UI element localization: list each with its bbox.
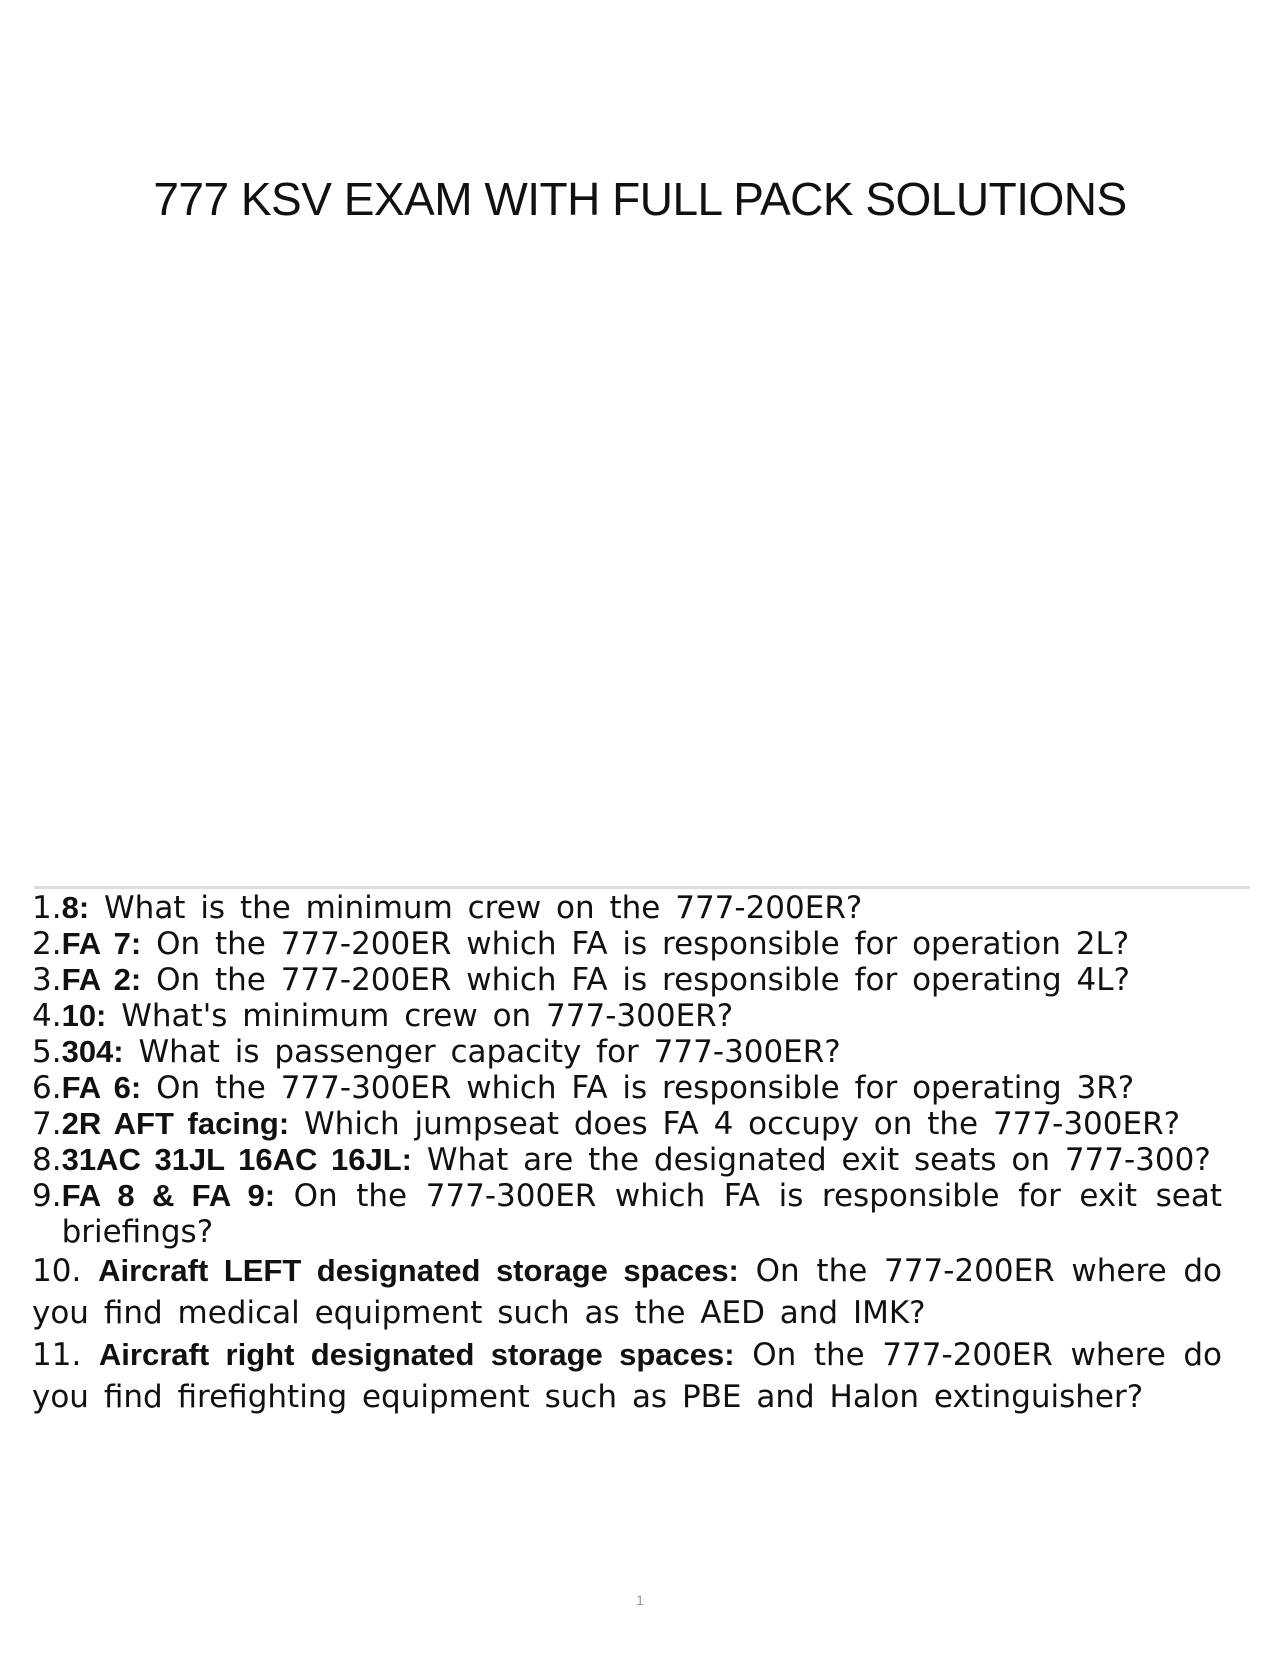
page-number: 1	[636, 1592, 644, 1608]
item-number: 11.	[32, 1337, 82, 1373]
question-list	[32, 890, 1250, 1418]
item-body	[32, 1334, 1222, 1418]
item-question: What is passenger capacity for 777-300ER?	[138, 1034, 841, 1070]
list-item	[32, 1178, 1222, 1250]
item-body	[62, 890, 932, 926]
item-body	[62, 1070, 1250, 1106]
item-number: 2.	[32, 926, 62, 962]
item-answer: Aircraft LEFT designated storage spaces:	[98, 1253, 739, 1288]
list-item	[32, 962, 1250, 998]
item-answer: FA 2:	[61, 962, 142, 997]
item-number: 1.	[32, 890, 62, 926]
item-body	[62, 926, 1250, 962]
item-body	[62, 1034, 892, 1070]
item-body	[62, 1106, 1182, 1142]
item-answer: Aircraft right designated storage spaces:	[98, 1337, 735, 1372]
list-item	[32, 1250, 1222, 1334]
item-number: 7.	[32, 1106, 62, 1142]
item-question: On the 777-200ER which FA is responsible for operation 2L?	[156, 926, 1130, 962]
list-item	[32, 890, 932, 926]
list-item	[32, 1106, 1182, 1142]
item-question: On the 777-200ER where do you find firefighting equipment such as PBE and Halon extinguisher?	[32, 1337, 1223, 1415]
item-question: On the 777-200ER which FA is responsible for operating 4L?	[156, 962, 1130, 998]
section-divider	[34, 886, 1250, 889]
item-body	[32, 1250, 1222, 1334]
list-item	[32, 926, 1250, 962]
item-number: 8.	[32, 1142, 62, 1178]
item-question: On the 777-300ER which FA is responsible for operating 3R?	[156, 1070, 1135, 1106]
item-question: On the 777-300ER which FA is responsible for exit seat briefings?	[61, 1178, 1222, 1250]
item-number: 6.	[32, 1070, 62, 1106]
item-number: 5.	[32, 1034, 62, 1070]
item-answer: FA 7:	[61, 926, 142, 961]
item-answer: 10:	[61, 998, 107, 1033]
item-question: What are the designated exit seats on 777-300?	[426, 1142, 1211, 1178]
item-body	[62, 1178, 1222, 1250]
item-answer: 8:	[61, 890, 90, 925]
item-answer: 304:	[61, 1034, 124, 1069]
item-number: 3.	[32, 962, 62, 998]
item-body	[62, 998, 792, 1034]
list-item	[32, 1142, 1250, 1178]
item-answer: 2R AFT facing:	[61, 1106, 290, 1141]
item-question: Which jumpseat does FA 4 occupy on the 777-300ER?	[304, 1106, 1181, 1142]
list-item	[32, 1334, 1222, 1418]
item-number: 10.	[32, 1253, 82, 1289]
item-body	[62, 962, 1250, 998]
item-question: On the 777-200ER where do you find medical equipment such as the AED and IMK?	[32, 1253, 1223, 1331]
item-question: What's minimum crew on 777-300ER?	[121, 998, 734, 1034]
list-item	[32, 998, 792, 1034]
item-answer: FA 6:	[61, 1070, 142, 1105]
page-title: 777 KSV EXAM WITH FULL PACK SOLUTIONS	[153, 173, 1127, 225]
item-answer: 31AC 31JL 16AC 16JL:	[61, 1142, 413, 1177]
item-body	[62, 1142, 1250, 1178]
list-item	[32, 1034, 892, 1070]
item-number: 9.	[32, 1178, 62, 1214]
list-item	[32, 1070, 1250, 1106]
item-question: What is the minimum crew on the 777-200ER?	[104, 890, 863, 926]
item-answer: FA 8 & FA 9:	[61, 1178, 276, 1213]
item-number: 4.	[32, 998, 62, 1034]
